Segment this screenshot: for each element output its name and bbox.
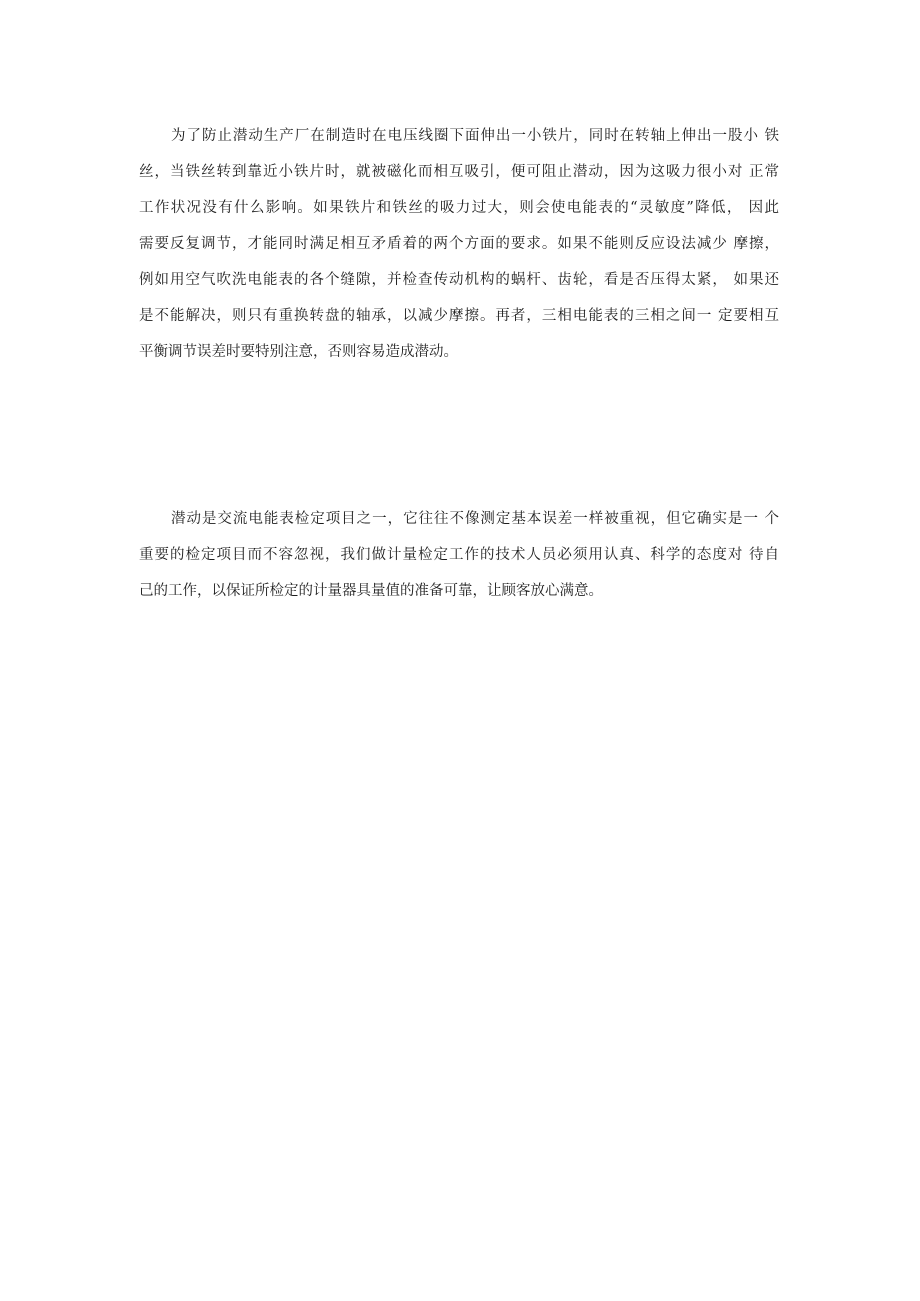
text-line: 重要的检定项目而不容忽视，我们做计量检定工作的技术人员必须用认真、科学的态度对 待自 [139, 547, 779, 563]
text-line: 为了防止潜动生产厂在制造时在电压线圈下面伸出一小铁片，同时在转轴上伸出一股小 铁 [171, 128, 779, 144]
text-line: 己的工作，以保证所检定的计量器具量值的准备可靠，让顾客放心满意。 [139, 583, 603, 599]
text-line: 平衡调节误差时要特别注意，否则容易造成潜动。 [139, 344, 458, 360]
text-line: 例如用空气吹洗电能表的各个缝隙，并检查传动机构的蜗杆、齿轮，看是否压得太紧， 如果还 [139, 272, 779, 288]
text-line: 丝，当铁丝转到靠近小铁片时，就被磁化而相互吸引，便可阻止潜动，因为这吸力很小对 正常 [139, 164, 779, 180]
text-line: 需要反复调节，才能同时满足相互矛盾着的两个方面的要求。如果不能则反应设法减少 摩擦， [139, 236, 779, 252]
paragraph-creep-importance [139, 501, 779, 609]
text-line: 潜动是交流电能表检定项目之一，它往往不像测定基本误差一样被重视，但它确实是一 个 [171, 511, 779, 527]
paragraph-creep-prevention [139, 118, 779, 370]
text-line: 工作状况没有什么影响。如果铁片和铁丝的吸力过大，则会使电能表的“灵敏度”降低， 因此 [139, 200, 779, 216]
text-line: 是不能解决，则只有重换转盘的轴承，以减少摩擦。再者，三相电能表的三相之间一 定要相互 [139, 308, 779, 324]
